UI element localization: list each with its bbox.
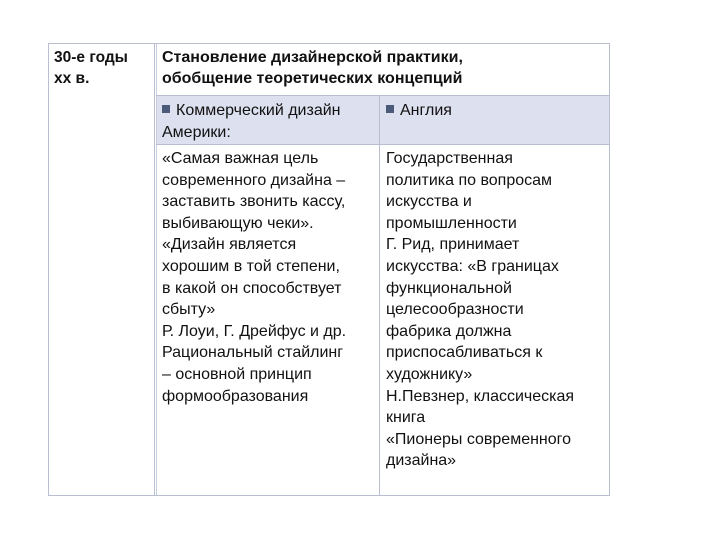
body-line: Н.Певзнер, классическая [386,387,575,405]
body-line: Государственная [386,150,513,167]
square-bullet-icon [162,105,170,113]
period-line: 30-е годы [54,49,128,66]
subheader-england [386,100,604,122]
body-line: Р. Лоуи, Г. Дрейфус и др. [162,322,347,340]
body-line: «Самая важная цель [162,150,319,167]
body-line: дизайна» [386,452,457,470]
body-line: политика по вопросам [386,171,553,189]
subheader-line: Америки: [162,123,231,141]
row-divider-subheader-top [156,95,610,96]
column-divider-period-inner [156,43,157,496]
subheader-america [162,100,374,143]
england-body-text [386,148,606,472]
body-line: книга [386,409,426,427]
row-divider-subheader-bottom [156,144,610,145]
heading-line: обобщение теоретических концепций [162,70,463,87]
table-border-left [48,43,49,496]
body-line: приспосабливаться к [386,344,543,362]
body-line: современного дизайна – [162,171,346,189]
body-line: Г. Рид, принимает [386,236,520,254]
square-bullet-icon [386,105,394,113]
body-line: искусства и [386,193,472,211]
column-divider-period [154,43,155,496]
subheader-text: Англия [400,102,452,119]
body-line: выбивающую чеки». [162,214,314,232]
section-heading [162,47,602,89]
body-line: – основной принцип [162,365,312,383]
body-line: сбыту» [162,301,216,319]
body-line: в какой он способствует [162,279,342,297]
subheader-text: Коммерческий дизайн [176,102,341,119]
body-line: промышленности [386,214,517,232]
body-line: хорошим в той степени, [162,257,340,275]
table-border-bottom [48,495,610,496]
body-line: целесообразности [386,301,524,319]
subheader-line [162,100,374,122]
body-line: «Пионеры современного [386,430,572,448]
period-cell [54,47,150,89]
body-line: Рациональный стайлинг [162,344,344,362]
subheader-line [386,100,604,122]
table-border-top [48,43,610,44]
history-table [48,43,610,496]
body-line: заставить звонить кассу, [162,193,346,211]
america-body-text [162,148,376,407]
body-line: фабрика должна [386,322,512,340]
table-border-right [609,43,610,496]
period-line: хх в. [54,70,90,87]
body-line: функциональной [386,279,512,297]
body-line: искусства: «В границах [386,257,559,275]
heading-line: Становление дизайнерской практики, [162,49,463,66]
body-line: формообразования [162,387,309,405]
column-divider-middle [379,95,380,496]
body-line: художнику» [386,365,473,383]
body-line: «Дизайн является [162,236,297,254]
